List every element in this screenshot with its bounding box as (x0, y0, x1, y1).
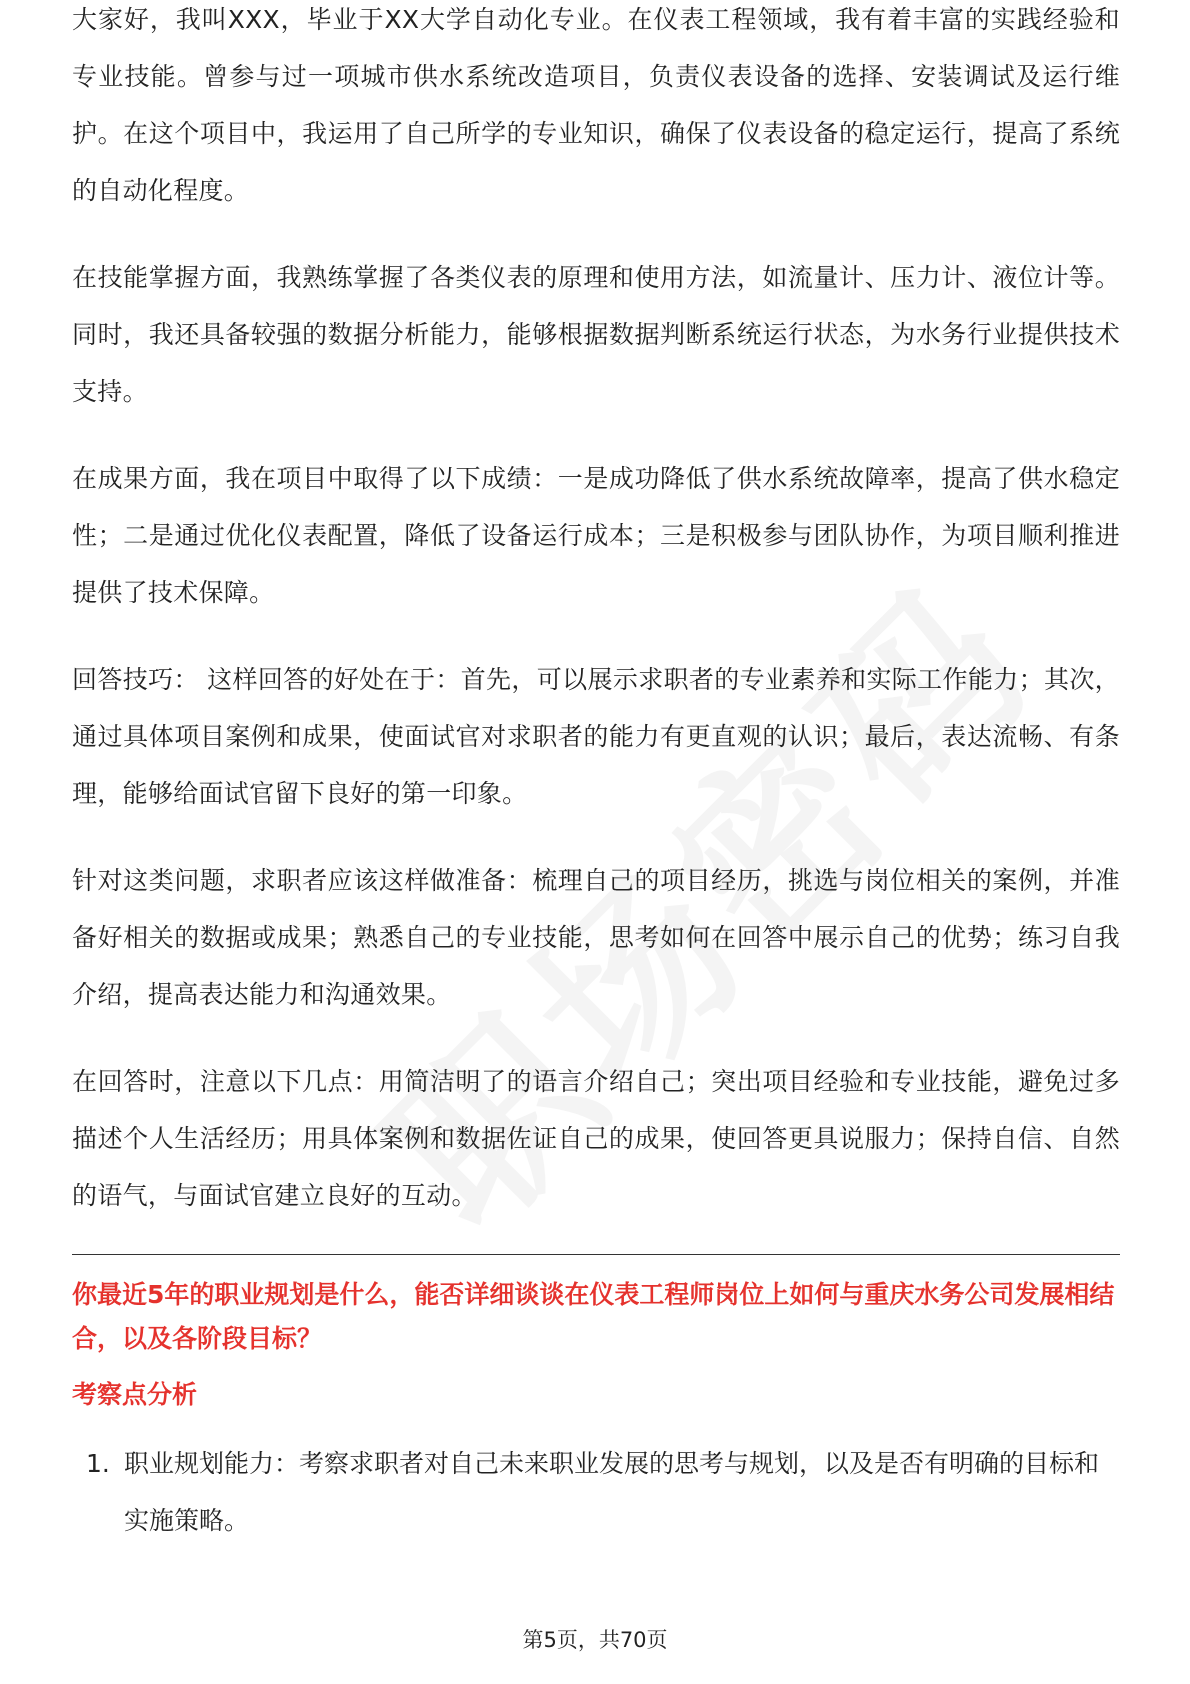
paragraph-intro: 大家好，我叫XXX，毕业于XX大学自动化专业。在仪表工程领域，我有着丰富的实践经验和专业技能。曾参与过一项城市供水系统改造项目，负责仪表设备的选择、安装调试及运行维护。在这个项目中，我运用了自己所学的专业知识，确保了仪表设备的稳定运行，提高了系统的自动化程度。 (72, 5, 1120, 205)
page-footer: 第5页，共70页 (522, 1628, 668, 1652)
paragraph-preparation: 针对这类问题，求职者应该这样做准备：梳理自己的项目经历，挑选与岗位相关的案例，并准备好相关的数据或成果；熟悉自己的专业技能，思考如何在回答中展示自己的优势；练习自我介绍，提高表达能力和沟通效果。 (72, 866, 1120, 1009)
page-content (72, 5, 1120, 1549)
analysis-list (72, 1435, 1120, 1549)
paragraph-answer-tips: 回答技巧： 这样回答的好处在于：首先，可以展示求职者的专业素养和实际工作能力；其次，通过具体项目案例和成果，使面试官对求职者的能力有更直观的认识；最后，表达流畅、有条理，能够给面试官留下良好的第一印象。 (72, 665, 1120, 808)
question-heading: 你最近5年的职业规划是什么，能否详细谈谈在仪表工程师岗位上如何与重庆水务公司发展相结合，以及各阶段目标？ (72, 1280, 1115, 1353)
paragraph-notes: 在回答时，注意以下几点：用简洁明了的语言介绍自己；突出项目经验和专业技能，避免过多描述个人生活经历；用具体案例和数据佐证自己的成果，使回答更具说服力；保持自信、自然的语气，与面试官建立良好的互动。 (72, 1067, 1120, 1210)
paragraph-skills: 在技能掌握方面，我熟练掌握了各类仪表的原理和使用方法，如流量计、压力计、液位计等。同时，我还具备较强的数据分析能力，能够根据数据判断系统运行状态，为水务行业提供技术支持。 (72, 263, 1120, 406)
list-item-text: 职业规划能力：考察求职者对自己未来职业发展的思考与规划，以及是否有明确的目标和实施策略。 (124, 1449, 1100, 1535)
section-divider (72, 1254, 1120, 1255)
analysis-heading: 考察点分析 (72, 1380, 198, 1409)
paragraph-achievements: 在成果方面，我在项目中取得了以下成绩：一是成功降低了供水系统故障率，提高了供水稳定性；二是通过优化仪表配置，降低了设备运行成本；三是积极参与团队协作，为项目顺利推进提供了技术保障。 (72, 464, 1120, 607)
list-item-number: 1. (86, 1449, 110, 1478)
list-item (72, 1435, 1120, 1549)
